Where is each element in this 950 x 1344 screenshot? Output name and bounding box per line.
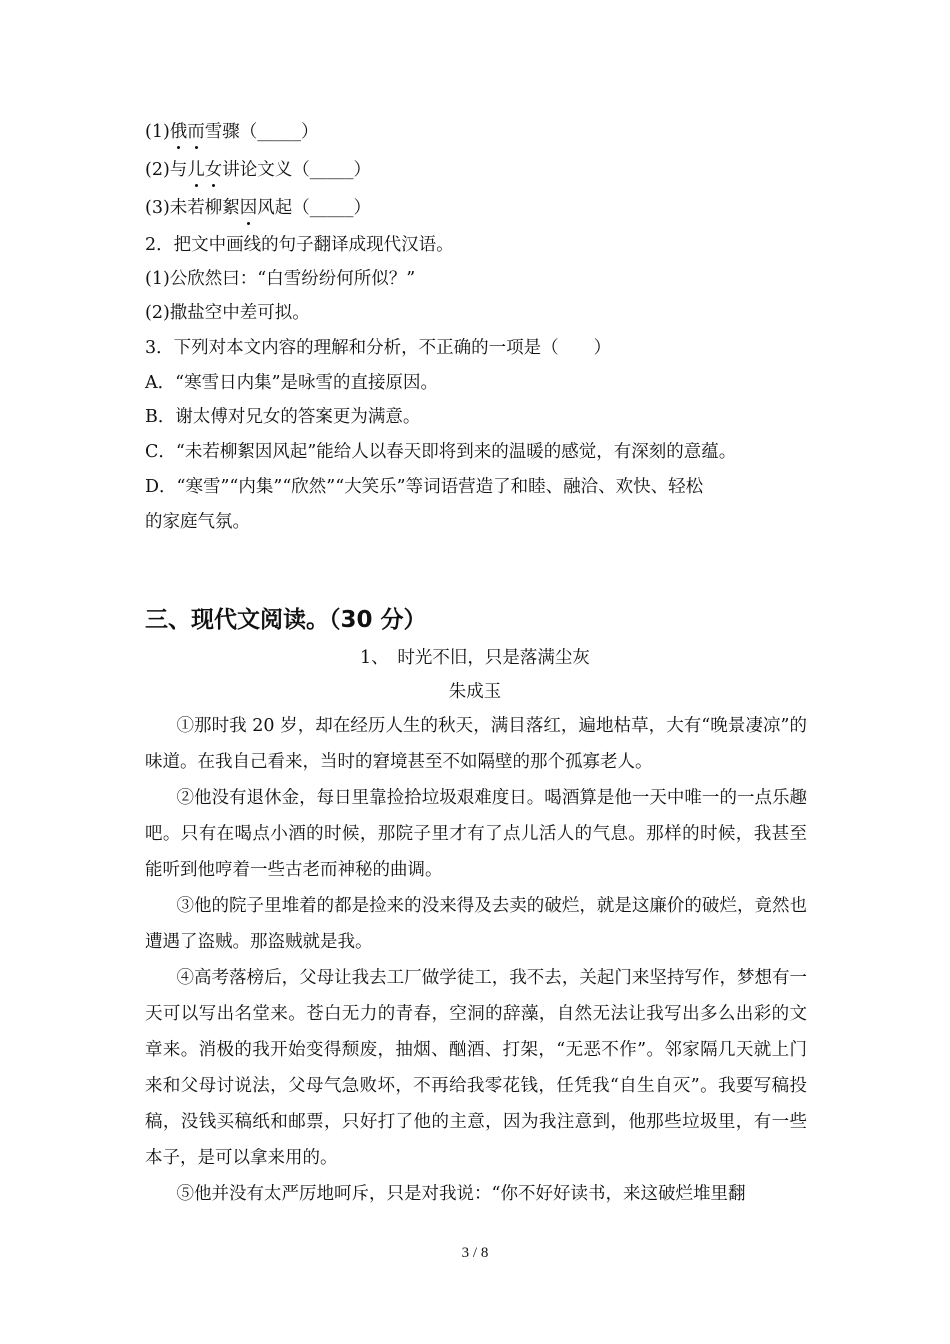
item-prefix: (1) — [145, 122, 170, 142]
q3-option-d-line-1: D．“寒雪”“内集”“欣然”“大笑乐”等词语营造了和睦、融洽、欢快、轻松 — [145, 477, 704, 497]
q2-sentence-2: (2)撒盐空中差可拟。 — [145, 303, 310, 323]
q1-item-2 — [145, 158, 371, 182]
q3-option-b: B．谢太傅对兄女的答案更为满意。 — [145, 407, 421, 427]
q2-title: 2．把文中画线的句子翻译成现代汉语。 — [145, 235, 454, 255]
item-prefix: (2)与 — [145, 160, 188, 180]
item-rest: 讲论文义（_____） — [222, 160, 372, 180]
section-heading: 三、现代文阅读。（30 分） — [145, 607, 427, 633]
paragraph-2: ②他没有退休金，每日里靠捡拾垃圾艰难度日。喝酒算是他一天中唯一的一点乐趣吧。只有在喝点小酒的时候，那院子里才有了点儿活人的气息。那样的时候，我甚至能听到他哼着一些古老而神秘的曲调。 — [145, 788, 807, 880]
item-rest: 风起（_____） — [257, 198, 372, 218]
dotted-char: 女 — [204, 160, 223, 180]
paragraph-3: ③他的院子里堆着的都是捡来的没来得及去卖的破烂，就是这廉价的破烂，竟然也遭遇了盗贼。那盗贼就是我。 — [145, 896, 807, 952]
q3-title: 3．下列对本文内容的理解和分析，不正确的一项是（ ） — [145, 338, 612, 358]
paragraph-4: ④高考落榜后，父母让我去工厂做学徒工，我不去，关起门来坚持写作，梦想有一天可以写出名堂来。苍白无力的青春，空洞的辞藻，自然无法让我写出多么出彩的文章来。消极的我开始变得颓废，抽烟、酗酒、打架，“无恶不作”。邻家隔几天就上门来和父母讨说法，父母气急败坏，不再给我零花钱，任凭我“自生自灭”。我要写稿投稿，没钱买稿纸和邮票，只好打了他的主意，因为我注意到，他那些垃圾里，有一些本子，是可以拿来用的。 — [145, 968, 807, 1168]
q3-option-c: C．“未若柳絮因风起”能给人以春天即将到来的温暖的感觉，有深刻的意蕴。 — [145, 442, 737, 462]
q1-item-3 — [145, 196, 371, 220]
paragraph-1: ①那时我 20 岁，却在经历人生的秋天，满目落红，遍地枯草，大有“晚景凄凉”的味道。在我自己看来，当时的窘境甚至不如隔壁的那个孤寡老人。 — [145, 716, 807, 772]
dotted-char: 俄 — [169, 122, 188, 142]
item-rest: 雪骤（_____） — [204, 122, 319, 142]
q3-option-a: A．“寒雪日内集”是咏雪的直接原因。 — [145, 373, 439, 393]
q1-item-1 — [145, 120, 319, 144]
page-number: 3 / 8 — [461, 1245, 489, 1261]
paragraph-5: ⑤他并没有太严厉地呵斥，只是对我说：“你不好好读书，来这破烂堆里翻 — [176, 1184, 746, 1204]
article-title: 1、 时光不旧，只是落满尘灰 — [360, 648, 590, 668]
dotted-char: 因 — [239, 198, 258, 218]
item-prefix: (3)未若柳絮 — [145, 198, 240, 218]
dotted-char: 而 — [187, 122, 205, 142]
q3-option-d-line-2: 的家庭气氛。 — [145, 512, 250, 532]
dotted-char: 儿 — [187, 160, 205, 180]
q2-sentence-1: (1)公欣然曰：“白雪纷纷何所似？” — [145, 269, 416, 289]
article-author: 朱成玉 — [448, 682, 502, 702]
